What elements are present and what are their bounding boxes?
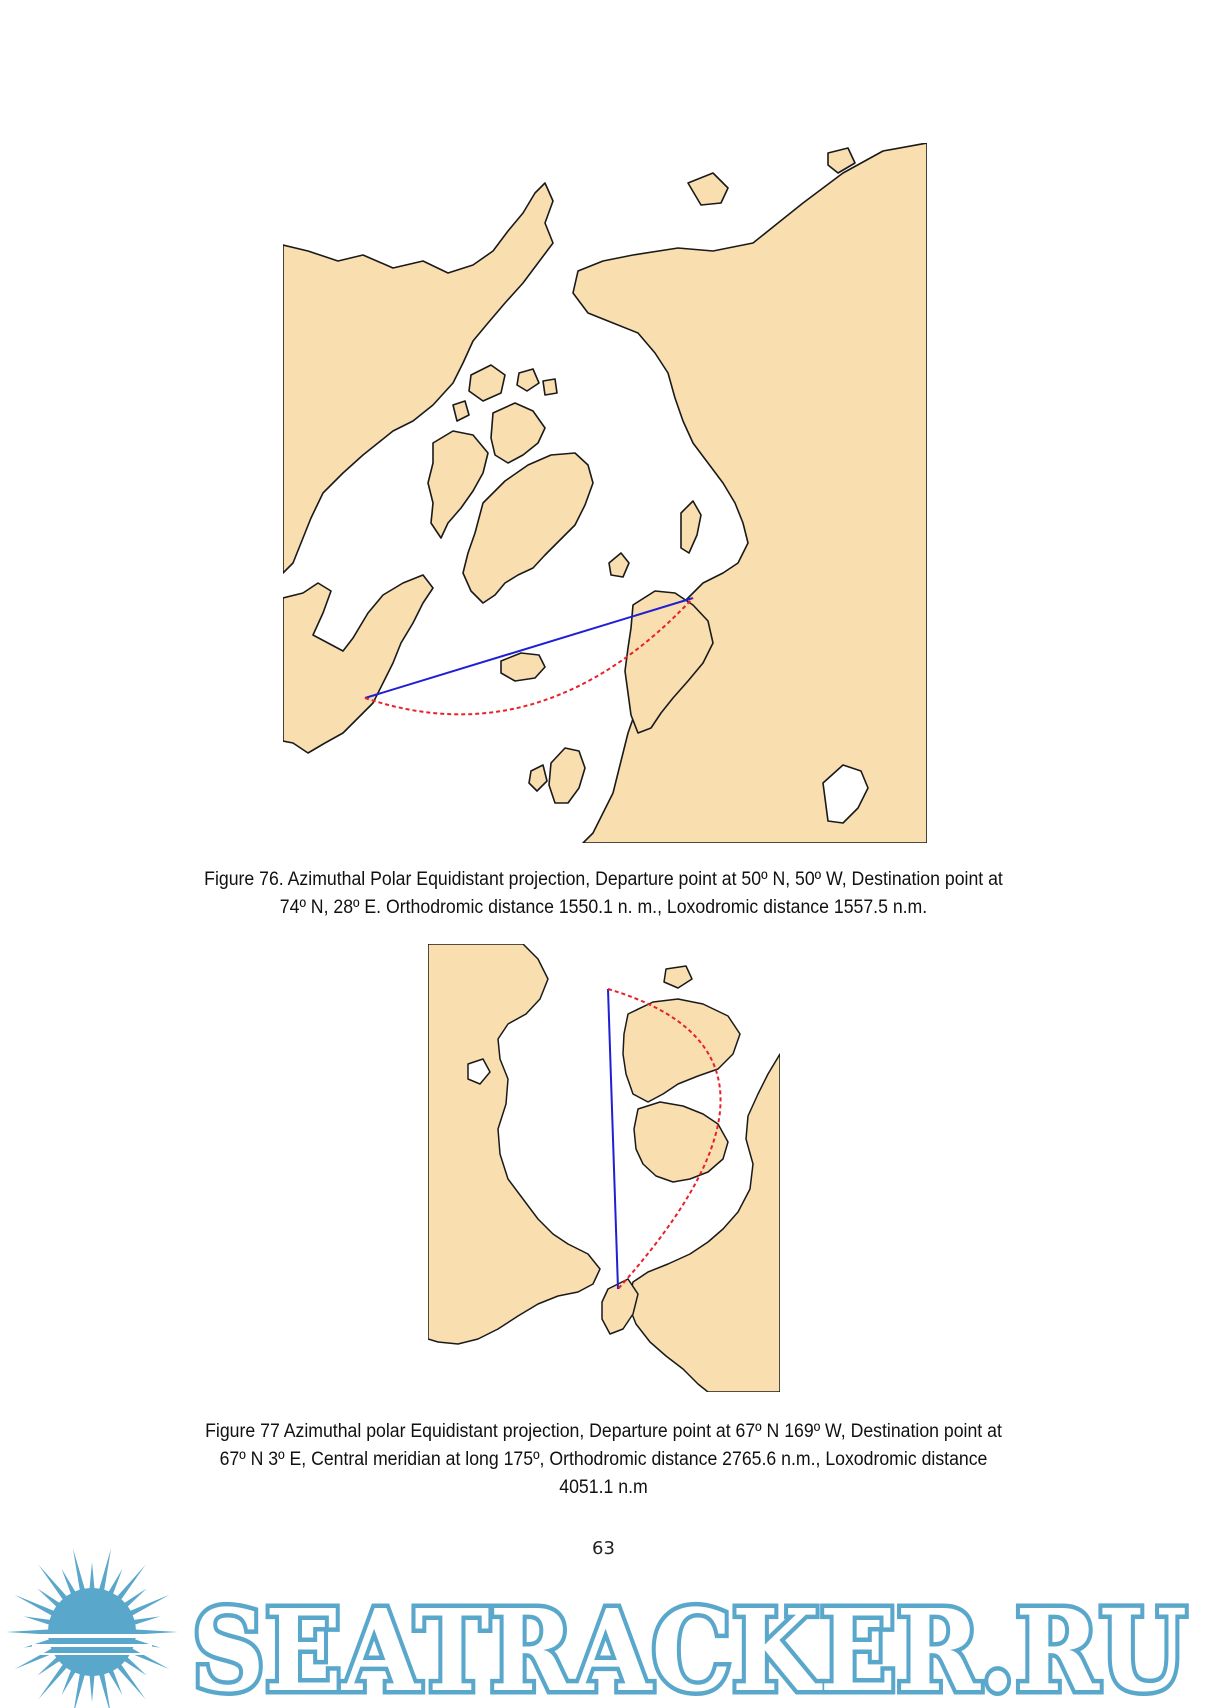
island-iceland	[664, 966, 692, 988]
sun-ray	[6, 1629, 52, 1635]
sun-ray	[73, 1548, 86, 1594]
watermark-graphic	[0, 1540, 1207, 1708]
island-great-britain	[549, 748, 585, 803]
figure-77-caption-line-2: 67º N 3º E, Central meridian at long 175º, Orthodromic distance 2765.6 n.m., Loxodromic distance	[219, 1449, 988, 1470]
island-ireland	[529, 765, 547, 791]
landmass-eurasia	[428, 944, 600, 1344]
figure-76-caption	[135, 866, 1072, 922]
sun-ray	[98, 1548, 111, 1594]
sun-ray	[38, 1662, 69, 1700]
island-small-2	[453, 401, 469, 421]
figure-76-map	[283, 143, 927, 843]
sun-ray	[89, 1672, 95, 1702]
island-small-1	[517, 369, 539, 391]
island-victoria	[469, 365, 505, 401]
island-svalbard	[609, 553, 629, 577]
loxodrome-route	[608, 989, 618, 1289]
landmass-canada-south	[283, 575, 433, 753]
page-number: 63	[592, 1538, 615, 1559]
figure-77-map	[428, 944, 780, 1392]
island-ellesmere	[491, 403, 545, 463]
sun-ray	[115, 1662, 146, 1700]
landmass-eurasia	[573, 143, 927, 843]
sun-ray	[98, 1670, 111, 1708]
island-novaya-zemlya	[681, 501, 701, 553]
figure-76-caption-line-1: Figure 76. Azimuthal Polar Equidistant projection, Departure point at 50º N, 50º W, Destination point at	[204, 869, 1003, 890]
sun-ray	[132, 1629, 178, 1635]
figure-76-map-graphic	[283, 143, 927, 843]
island-iceland	[501, 653, 545, 681]
island-arctic-1	[688, 173, 728, 205]
watermark-text: SEATRACKER.RU	[192, 1586, 1187, 1708]
sun-ray	[73, 1670, 86, 1708]
landmass-greenland	[623, 999, 740, 1102]
sun-ray	[38, 1565, 69, 1603]
sun-ray	[115, 1565, 146, 1603]
island-small-3	[543, 379, 557, 395]
sun-icon	[6, 1548, 178, 1708]
figure-76-caption-line-2: 74º N, 28º E. Orthodromic distance 1550.1 n. m., Loxodromic distance 1557.5 n.m.	[279, 897, 928, 918]
figure-77-caption	[135, 1418, 1072, 1502]
watermark-logo	[0, 1540, 1207, 1708]
sun-ray	[89, 1562, 95, 1592]
figure-77-caption-line-1: Figure 77 Azimuthal polar Equidistant projection, Departure point at 67º N 169º W, Destination point at	[205, 1421, 1002, 1442]
figure-77-map-graphic	[428, 944, 780, 1392]
figure-77-caption-line-3: 4051.1 n.m	[559, 1477, 648, 1498]
